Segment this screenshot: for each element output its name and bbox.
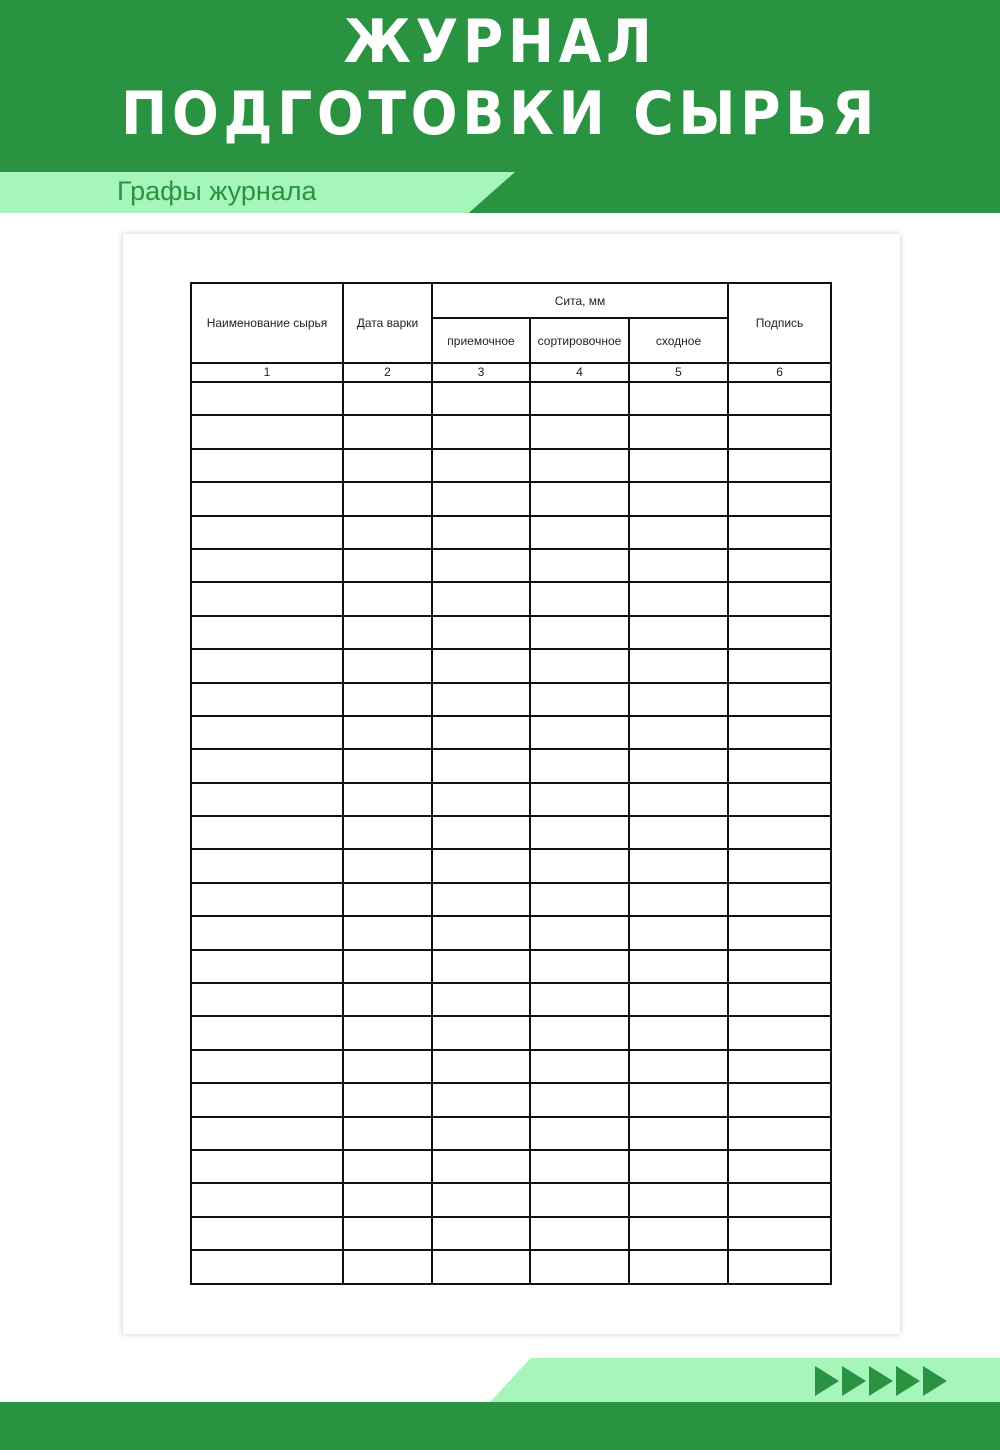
table-cell	[343, 1150, 432, 1183]
table-cell	[629, 783, 728, 816]
arrow-icon	[842, 1366, 866, 1396]
table-cell	[432, 1016, 530, 1049]
table-cell	[432, 1050, 530, 1083]
table-cell	[432, 1083, 530, 1116]
table-cell	[530, 1183, 629, 1216]
table-cell	[728, 1183, 831, 1216]
table-cell	[343, 916, 432, 949]
table-cell	[629, 415, 728, 448]
column-number: 3	[432, 363, 530, 382]
table-cell	[629, 616, 728, 649]
table-cell	[432, 1150, 530, 1183]
footer-banner	[0, 1402, 1000, 1450]
table-cell	[629, 849, 728, 882]
table-cell	[629, 1250, 728, 1283]
table-cell	[191, 916, 343, 949]
arrow-icon	[896, 1366, 920, 1396]
table-cell	[530, 582, 629, 615]
table-cell	[629, 983, 728, 1016]
table-cell	[343, 582, 432, 615]
table-row	[191, 582, 831, 615]
table-cell	[191, 649, 343, 682]
table-cell	[530, 749, 629, 782]
table-cell	[728, 382, 831, 415]
table-cell	[728, 950, 831, 983]
table-cell	[530, 1250, 629, 1283]
table-cell	[343, 749, 432, 782]
table-cell	[728, 716, 831, 749]
column-header-cooking-date: Дата варки	[343, 283, 432, 363]
table-cell	[530, 549, 629, 582]
table-cell	[728, 849, 831, 882]
table-cell	[432, 516, 530, 549]
table-cell	[343, 516, 432, 549]
table-row	[191, 1050, 831, 1083]
table-cell	[530, 883, 629, 916]
table-cell	[728, 516, 831, 549]
table-cell	[191, 1117, 343, 1150]
table-cell	[432, 1183, 530, 1216]
table-cell	[432, 849, 530, 882]
table-cell	[629, 916, 728, 949]
table-row	[191, 1217, 831, 1250]
table-cell	[343, 883, 432, 916]
table-cell	[432, 783, 530, 816]
table-cell	[728, 649, 831, 682]
table-cell	[728, 883, 831, 916]
table-cell	[629, 1117, 728, 1150]
table-cell	[728, 482, 831, 515]
table-cell	[432, 916, 530, 949]
table-cell	[728, 983, 831, 1016]
table-row	[191, 1083, 831, 1116]
table-row	[191, 716, 831, 749]
table-cell	[432, 883, 530, 916]
table-cell	[343, 649, 432, 682]
table-cell	[530, 415, 629, 448]
table-cell	[530, 1150, 629, 1183]
table-cell	[432, 816, 530, 849]
page-title-line-1: ЖУРНАЛ	[343, 7, 657, 77]
section-subtitle: Графы журнала	[117, 176, 317, 206]
table-cell	[530, 449, 629, 482]
table-cell	[191, 1016, 343, 1049]
table-cell	[343, 950, 432, 983]
table-cell	[629, 883, 728, 916]
table-cell	[728, 783, 831, 816]
table-cell	[432, 683, 530, 716]
table-cell	[343, 683, 432, 716]
table-cell	[432, 382, 530, 415]
table-cell	[530, 916, 629, 949]
table-cell	[343, 382, 432, 415]
table-cell	[191, 616, 343, 649]
table-cell	[728, 616, 831, 649]
table-cell	[530, 382, 629, 415]
table-cell	[728, 1250, 831, 1283]
table-cell	[629, 516, 728, 549]
column-number: 5	[629, 363, 728, 382]
table-row	[191, 983, 831, 1016]
table-cell	[728, 415, 831, 448]
table-cell	[629, 449, 728, 482]
table-cell	[530, 1083, 629, 1116]
table-row	[191, 849, 831, 882]
table-cell	[728, 816, 831, 849]
table-cell	[191, 582, 343, 615]
table-cell	[530, 649, 629, 682]
table-cell	[191, 449, 343, 482]
table-cell	[728, 1217, 831, 1250]
table-cell	[191, 1217, 343, 1250]
table-cell	[191, 683, 343, 716]
table-cell	[629, 582, 728, 615]
column-header-material-name: Наименование сырья	[191, 283, 343, 363]
table-cell	[343, 449, 432, 482]
table-cell	[343, 1217, 432, 1250]
table-cell	[432, 749, 530, 782]
table-cell	[530, 716, 629, 749]
table-row	[191, 382, 831, 415]
table-cell	[530, 482, 629, 515]
table-row	[191, 415, 831, 448]
table-row	[191, 616, 831, 649]
table-row	[191, 649, 831, 682]
table-cell	[629, 749, 728, 782]
table-cell	[432, 1217, 530, 1250]
table-cell	[530, 1050, 629, 1083]
table-row	[191, 1016, 831, 1049]
table-cell	[530, 983, 629, 1016]
table-cell	[191, 382, 343, 415]
table-cell	[728, 449, 831, 482]
table-cell	[191, 415, 343, 448]
table-cell	[728, 582, 831, 615]
table-cell	[530, 616, 629, 649]
table-row	[191, 950, 831, 983]
table-cell	[343, 849, 432, 882]
table-cell	[530, 516, 629, 549]
table-cell	[432, 449, 530, 482]
table-cell	[629, 1150, 728, 1183]
table-cell	[629, 1217, 728, 1250]
table-cell	[530, 1117, 629, 1150]
journal-table-body	[191, 382, 831, 1284]
table-cell	[191, 1250, 343, 1283]
table-cell	[432, 950, 530, 983]
table-row	[191, 749, 831, 782]
column-number: 4	[530, 363, 629, 382]
table-cell	[191, 516, 343, 549]
table-cell	[629, 716, 728, 749]
table-row	[191, 449, 831, 482]
table-cell	[530, 816, 629, 849]
table-cell	[432, 649, 530, 682]
table-cell	[191, 1183, 343, 1216]
table-cell	[530, 783, 629, 816]
table-cell	[343, 1083, 432, 1116]
column-number: 6	[728, 363, 831, 382]
table-cell	[191, 716, 343, 749]
table-cell	[530, 849, 629, 882]
table-cell	[343, 816, 432, 849]
table-cell	[191, 749, 343, 782]
subcolumn-header-sorting: сортировочное	[530, 318, 629, 363]
table-cell	[629, 1083, 728, 1116]
table-cell	[191, 783, 343, 816]
table-cell	[728, 1117, 831, 1150]
table-cell	[629, 816, 728, 849]
table-row	[191, 783, 831, 816]
table-cell	[728, 1083, 831, 1116]
table-cell	[629, 1183, 728, 1216]
table-row	[191, 1250, 831, 1283]
table-cell	[343, 983, 432, 1016]
table-cell	[432, 415, 530, 448]
column-group-header-sieves: Сита, мм	[432, 283, 728, 318]
table-cell	[343, 783, 432, 816]
table-row	[191, 549, 831, 582]
table-row	[191, 816, 831, 849]
table-cell	[629, 1016, 728, 1049]
table-cell	[629, 683, 728, 716]
column-number: 1	[191, 363, 343, 382]
table-cell	[191, 849, 343, 882]
table-cell	[191, 883, 343, 916]
column-header-signature: Подпись	[728, 283, 831, 363]
table-cell	[728, 683, 831, 716]
table-cell	[432, 716, 530, 749]
table-cell	[432, 549, 530, 582]
table-cell	[530, 1217, 629, 1250]
table-cell	[530, 683, 629, 716]
table-cell	[343, 1016, 432, 1049]
table-cell	[432, 582, 530, 615]
table-cell	[343, 1250, 432, 1283]
table-cell	[432, 983, 530, 1016]
table-row	[191, 1183, 831, 1216]
table-cell	[432, 482, 530, 515]
table-cell	[191, 816, 343, 849]
arrow-icon	[923, 1366, 947, 1396]
table-cell	[728, 1150, 831, 1183]
table-row	[191, 1117, 831, 1150]
table-cell	[191, 482, 343, 515]
table-cell	[343, 482, 432, 515]
table-cell	[191, 983, 343, 1016]
table-cell	[343, 716, 432, 749]
table-cell	[191, 1050, 343, 1083]
table-cell	[530, 950, 629, 983]
table-cell	[191, 549, 343, 582]
table-cell	[728, 749, 831, 782]
journal-table	[190, 282, 832, 1285]
table-cell	[629, 950, 728, 983]
table-cell	[191, 950, 343, 983]
table-cell	[728, 916, 831, 949]
table-row	[191, 916, 831, 949]
table-cell	[191, 1150, 343, 1183]
header-banner	[0, 0, 1000, 213]
table-row	[191, 482, 831, 515]
arrows-decoration	[815, 1366, 950, 1396]
table-row	[191, 883, 831, 916]
column-number: 2	[343, 363, 432, 382]
table-row	[191, 516, 831, 549]
arrow-icon	[869, 1366, 893, 1396]
table-cell	[191, 1083, 343, 1116]
table-cell	[343, 1050, 432, 1083]
table-cell	[629, 549, 728, 582]
table-cell	[432, 1250, 530, 1283]
table-cell	[629, 382, 728, 415]
subcolumn-header-outlet: сходное	[629, 318, 728, 363]
table-cell	[343, 616, 432, 649]
table-cell	[530, 1016, 629, 1049]
table-cell	[629, 482, 728, 515]
table-cell	[343, 1117, 432, 1150]
arrow-icon	[815, 1366, 839, 1396]
table-cell	[432, 616, 530, 649]
table-cell	[728, 1050, 831, 1083]
table-row	[191, 683, 831, 716]
table-cell	[728, 1016, 831, 1049]
subcolumn-header-receiving: приемочное	[432, 318, 530, 363]
table-cell	[432, 1117, 530, 1150]
table-cell	[343, 415, 432, 448]
table-cell	[629, 649, 728, 682]
table-cell	[343, 549, 432, 582]
table-row	[191, 1150, 831, 1183]
table-cell	[629, 1050, 728, 1083]
table-cell	[343, 1183, 432, 1216]
table-cell	[728, 549, 831, 582]
page-title-line-2: ПОДГОТОВКИ СЫРЬЯ	[121, 79, 879, 149]
